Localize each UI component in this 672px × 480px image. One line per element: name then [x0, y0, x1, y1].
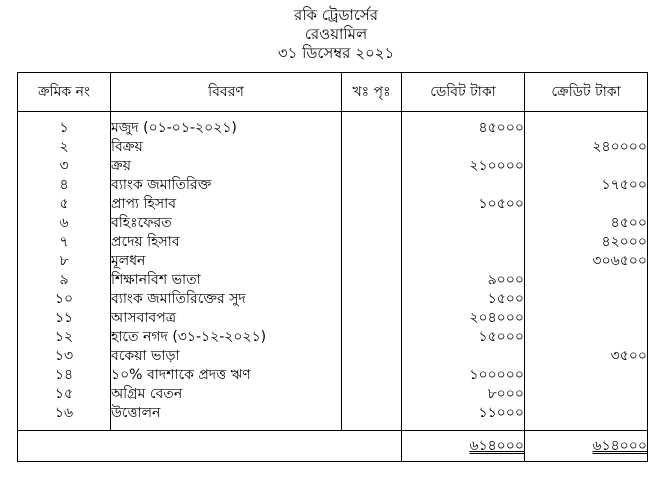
table-row [18, 119, 648, 138]
debit-column-header: ডেবিট টাকা [402, 73, 525, 112]
table-header-row [18, 73, 648, 112]
serial-cell: ১ [18, 119, 111, 138]
description-cell: প্রাপ্য হিসাব [111, 195, 342, 214]
debit-cell: ১১০০০ [402, 404, 525, 423]
description-cell: আসবাবপত্র [111, 309, 342, 328]
debit-cell: ২০৪০০০ [402, 309, 525, 328]
table-row [18, 404, 648, 423]
folio-cell [342, 233, 402, 252]
company-name: রকি ট্রেডার্সের [293, 6, 379, 24]
debit-cell: ৮০০০ [402, 385, 525, 404]
table-row [18, 176, 648, 195]
credit-cell [525, 271, 648, 290]
serial-cell: ১০ [18, 290, 111, 309]
folio-cell [342, 176, 402, 195]
table-row [18, 233, 648, 252]
table-row [18, 157, 648, 176]
statement-date: ৩১ ডিসেম্বর ২০২১ [277, 44, 395, 62]
serial-cell: ৩ [18, 157, 111, 176]
description-cell: উত্তোলন [111, 404, 342, 423]
description-cell: প্রদেয় হিসাব [111, 233, 342, 252]
debit-cell: ১০৫০০ [402, 195, 525, 214]
spacer-row [18, 423, 648, 431]
debit-cell: ১৫০০ [402, 290, 525, 309]
table-row [18, 138, 648, 157]
description-cell: ব্যাংক জমাতিরিক্তের সুদ [111, 290, 342, 309]
serial-cell: ৭ [18, 233, 111, 252]
table-body [18, 112, 648, 431]
serial-cell: ১৪ [18, 366, 111, 385]
debit-cell [402, 347, 525, 366]
debit-total [402, 431, 525, 462]
credit-cell: ৩৫০০ [525, 347, 648, 366]
table-row [18, 347, 648, 366]
credit-cell [525, 385, 648, 404]
credit-cell [525, 309, 648, 328]
description-cell: ১০% বাদশাকে প্রদত্ত ঋণ [111, 366, 342, 385]
serial-cell: ১৬ [18, 404, 111, 423]
folio-cell [342, 366, 402, 385]
spacer-row [18, 112, 648, 120]
serial-cell: ১৫ [18, 385, 111, 404]
description-cell: বিক্রয় [111, 138, 342, 157]
debit-cell: ১৫০০০ [402, 328, 525, 347]
table-row [18, 309, 648, 328]
debit-cell [402, 138, 525, 157]
folio-cell [342, 385, 402, 404]
serial-cell: ৮ [18, 252, 111, 271]
credit-cell [525, 157, 648, 176]
credit-cell [525, 328, 648, 347]
debit-cell [402, 214, 525, 233]
table-row [18, 252, 648, 271]
folio-cell [342, 309, 402, 328]
folio-cell [342, 119, 402, 138]
description-column-header: বিবরণ [111, 73, 342, 112]
totals-label-cell [18, 431, 402, 462]
description-cell: ব্যাংক জমাতিরিক্ত [111, 176, 342, 195]
credit-cell [525, 195, 648, 214]
folio-cell [342, 347, 402, 366]
debit-cell: ৯০০০ [402, 271, 525, 290]
table-row [18, 214, 648, 233]
table-row [18, 385, 648, 404]
debit-cell [402, 176, 525, 195]
debit-cell: ১০০০০০ [402, 366, 525, 385]
serial-cell: ৪ [18, 176, 111, 195]
description-cell: ক্রয় [111, 157, 342, 176]
folio-cell [342, 271, 402, 290]
totals-row [18, 431, 648, 462]
debit-cell: ২১০০০০ [402, 157, 525, 176]
serial-cell: ৬ [18, 214, 111, 233]
description-cell: বকেয়া ভাড়া [111, 347, 342, 366]
folio-cell [342, 157, 402, 176]
description-cell: বহিঃফেরত [111, 214, 342, 233]
debit-cell: ৪৫০০০ [402, 119, 525, 138]
serial-cell: ১২ [18, 328, 111, 347]
serial-cell: ৯ [18, 271, 111, 290]
credit-cell [525, 119, 648, 138]
description-cell: অগ্রিম বেতন [111, 385, 342, 404]
credit-cell: ৪২০০০ [525, 233, 648, 252]
description-cell: মূলধন [111, 252, 342, 271]
serial-cell: ৫ [18, 195, 111, 214]
description-cell: হাতে নগদ (৩১-১২-২০২১) [111, 328, 342, 347]
folio-cell [342, 290, 402, 309]
description-cell: শিক্ষানবিশ ভাতা [111, 271, 342, 290]
debit-cell [402, 233, 525, 252]
debit-cell [402, 252, 525, 271]
credit-column-header: ক্রেডিট টাকা [525, 73, 648, 112]
folio-cell [342, 252, 402, 271]
credit-cell [525, 366, 648, 385]
table-row [18, 328, 648, 347]
serial-column-header: ক্রমিক নং [18, 73, 111, 112]
serial-cell: ১৩ [18, 347, 111, 366]
credit-cell [525, 404, 648, 423]
serial-cell: ১১ [18, 309, 111, 328]
serial-cell: ২ [18, 138, 111, 157]
folio-column-header: খঃ পৃঃ [342, 73, 402, 112]
folio-cell [342, 214, 402, 233]
credit-total [525, 431, 648, 462]
credit-cell: ৩০৬৫০০ [525, 252, 648, 271]
trial-balance-table [17, 72, 648, 462]
document-title: রেওয়ামিল [304, 25, 368, 43]
description-cell: মজুদ (০১-০১-২০২১) [111, 119, 342, 138]
credit-total-value: ৬১৪০০০ [592, 438, 647, 454]
table-row [18, 290, 648, 309]
credit-cell: ৪৫০০ [525, 214, 648, 233]
credit-cell: ২৪০০০০ [525, 138, 648, 157]
table-row [18, 271, 648, 290]
credit-cell: ১৭৫০০ [525, 176, 648, 195]
folio-cell [342, 195, 402, 214]
table-row [18, 366, 648, 385]
debit-total-value: ৬১৪০০০ [469, 438, 524, 454]
folio-cell [342, 328, 402, 347]
table-row [18, 195, 648, 214]
folio-cell [342, 404, 402, 423]
credit-cell [525, 290, 648, 309]
folio-cell [342, 138, 402, 157]
